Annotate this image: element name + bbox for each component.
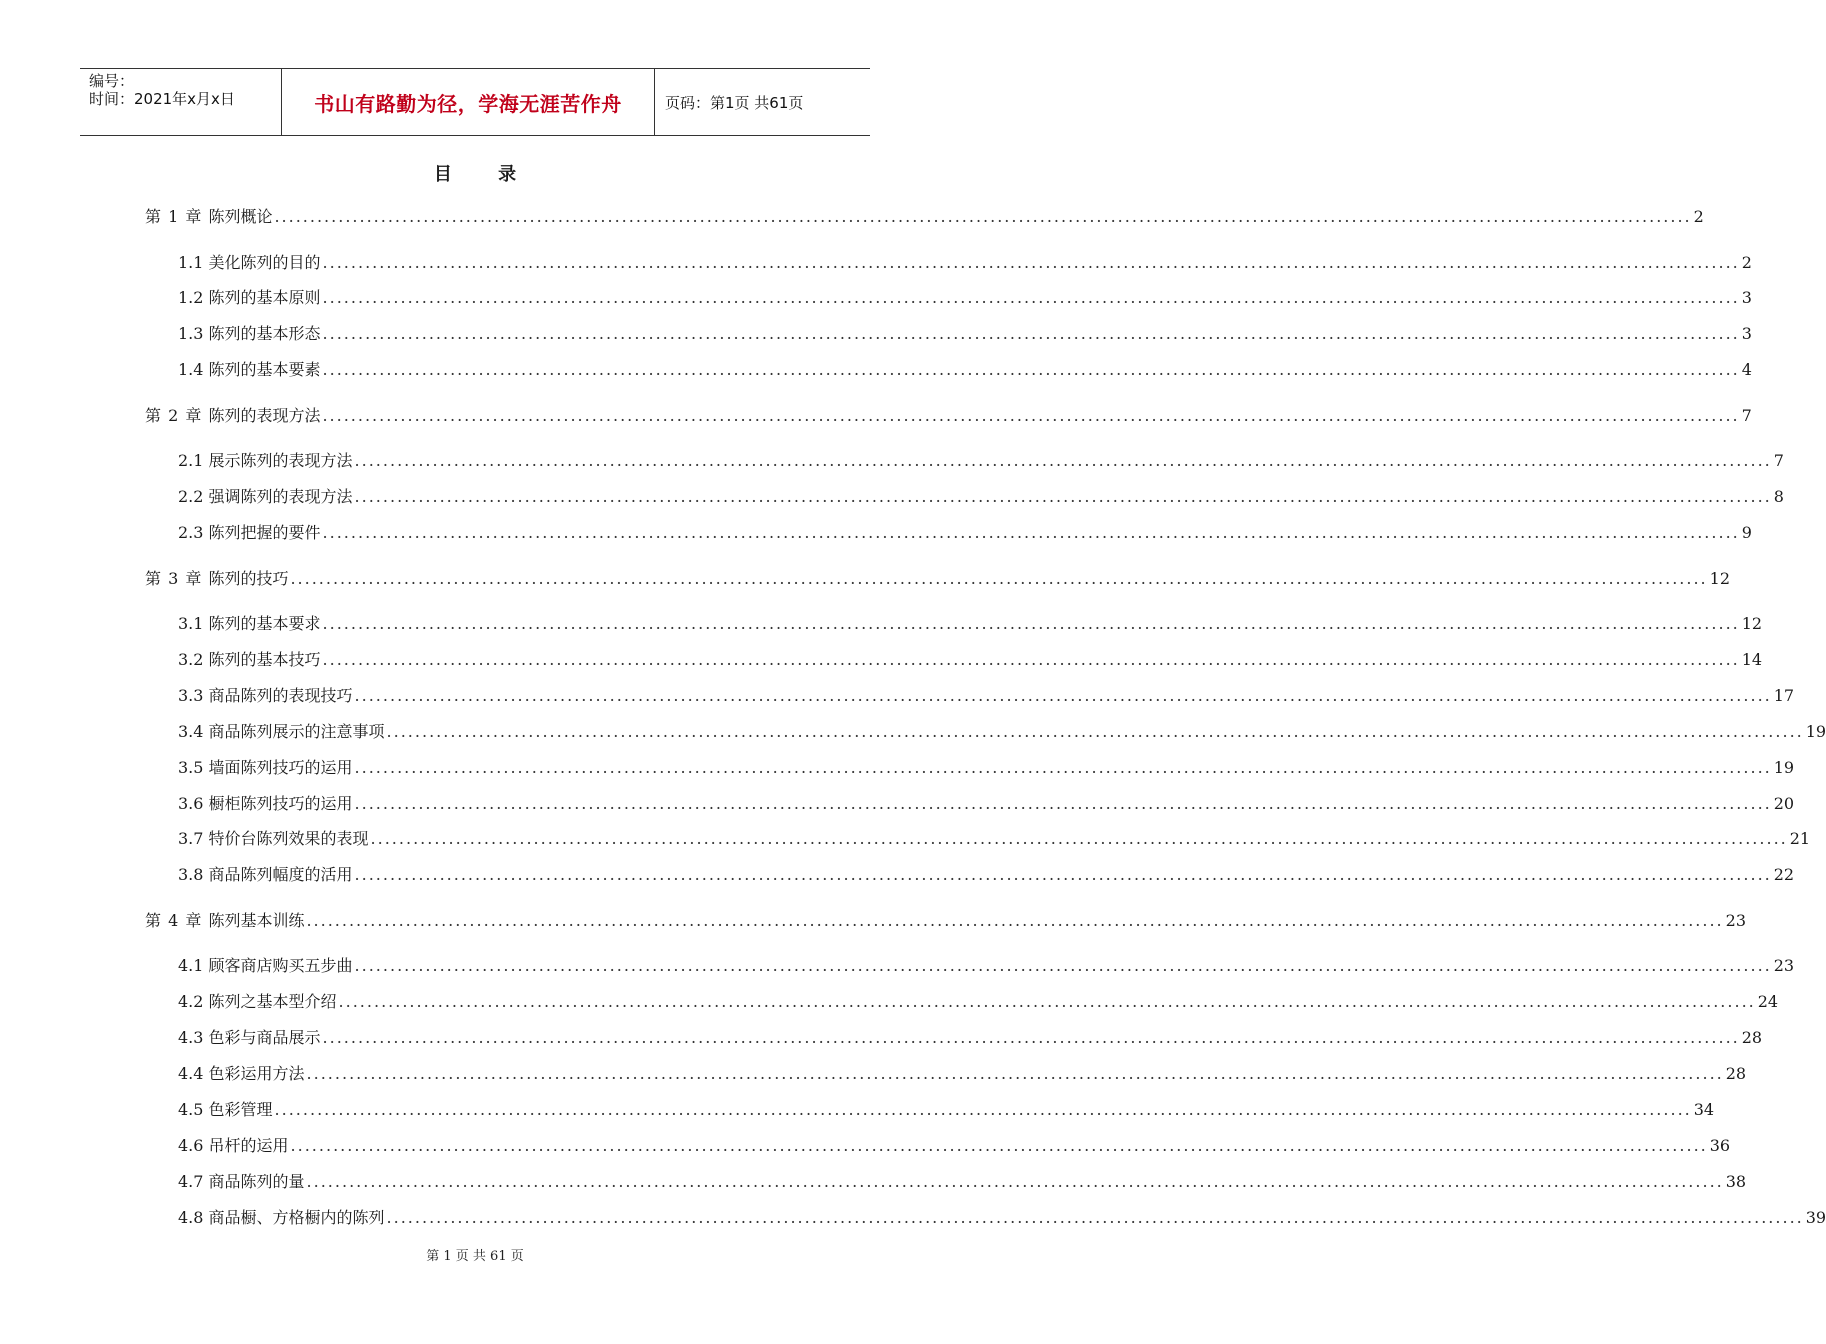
toc-entry-label: 4.3 色彩与商品展示 — [178, 1028, 321, 1048]
toc-entry-label: 4.6 吊杆的运用 — [178, 1135, 289, 1155]
toc-entry-label: 1.1 美化陈列的目的 — [178, 252, 321, 272]
toc-section-row[interactable] — [178, 522, 1752, 544]
toc-entry-label: 1.4 陈列的基本要素 — [178, 360, 321, 380]
toc-entry-label: 3.2 陈列的基本技巧 — [178, 649, 321, 669]
toc-dot-leader: ........................................................................................................................................................................................................ — [322, 288, 1740, 308]
toc-section-row[interactable] — [178, 287, 1752, 309]
toc-entry-page: 3 — [1741, 324, 1752, 344]
toc-entry-label: 3.1 陈列的基本要求 — [178, 614, 321, 633]
toc-entry-page: 23 — [1725, 910, 1746, 930]
toc-dot-leader: ........................................................................................................................................................................................................ — [274, 207, 1692, 226]
toc-section-row[interactable] — [178, 323, 1752, 345]
toc-section-row[interactable] — [178, 955, 1795, 977]
toc-entry-label: 4.4 色彩运用方法 — [178, 1064, 305, 1083]
toc-chapter-row[interactable] — [145, 910, 1746, 932]
header-meta — [80, 69, 281, 135]
toc-entry-label: 2.2 强调陈列的表现方法 — [178, 487, 353, 507]
toc-dot-leader: ........................................................................................................................................................................................................ — [354, 451, 1772, 471]
toc-dot-leader: ........................................................................................................................................................................................................ — [322, 324, 1740, 344]
toc-entry-page: 39 — [1805, 1207, 1826, 1227]
toc-entry-page: 36 — [1709, 1135, 1731, 1155]
toc-entry-label: 1.2 陈列的基本原则 — [178, 288, 321, 308]
toc-entry-label: 2.3 陈列把握的要件 — [178, 523, 321, 542]
toc-dot-leader: ........................................................................................................................................................................................................ — [322, 614, 1740, 633]
toc-entry-label: 第 4 章 陈列基本训练 — [145, 910, 305, 930]
toc-section-row[interactable] — [178, 1063, 1747, 1085]
toc-chapter-row[interactable] — [145, 206, 1704, 228]
toc-section-row[interactable] — [178, 757, 1795, 779]
toc-entry-page: 7 — [1773, 451, 1784, 471]
toc-dot-leader: ........................................................................................................................................................................................................ — [354, 956, 1772, 976]
toc-entry-label: 第 2 章 陈列的表现方法 — [145, 405, 321, 425]
toc-dot-leader: ........................................................................................................................................................................................................ — [370, 829, 1788, 849]
toc-entry-label: 4.8 商品橱、方格橱内的陈列 — [178, 1207, 385, 1227]
header-number-label: 编号： — [89, 72, 135, 90]
toc-dot-leader: ........................................................................................................................................................................................................ — [354, 793, 1772, 813]
toc-chapter-row[interactable] — [145, 568, 1730, 590]
toc-section-row[interactable] — [178, 1207, 1826, 1229]
toc-dot-leader: ........................................................................................................................................................................................................ — [354, 865, 1772, 885]
toc-entry-label: 4.1 顾客商店购买五步曲 — [178, 956, 353, 976]
toc-dot-leader: ........................................................................................................................................................................................................ — [274, 1099, 1692, 1119]
toc-entry-page: 28 — [1741, 1028, 1763, 1048]
toc-section-row[interactable] — [178, 252, 1752, 274]
toc-dot-leader: ........................................................................................................................................................................................................ — [306, 1064, 1724, 1083]
toc-section-row[interactable] — [178, 649, 1763, 671]
toc-entry-page: 20 — [1773, 793, 1795, 813]
page-footer: 第 1 页 共 61 页 — [426, 1249, 524, 1264]
toc-entry-page: 2 — [1741, 252, 1752, 272]
toc-dot-leader: ........................................................................................................................................................................................................ — [322, 405, 1740, 425]
toc-entry-page: 14 — [1741, 649, 1763, 669]
toc-section-row[interactable] — [178, 1099, 1715, 1121]
toc-entry-label: 3.7 特价台陈列效果的表现 — [178, 829, 369, 849]
toc-entry-label: 3.3 商品陈列的表现技巧 — [178, 685, 353, 705]
toc-entry-page: 8 — [1773, 487, 1784, 507]
toc-section-row[interactable] — [178, 613, 1763, 635]
toc-entry-label: 4.2 陈列之基本型介绍 — [178, 992, 337, 1012]
toc-entry-page: 17 — [1773, 685, 1795, 705]
toc-dot-leader: ........................................................................................................................................................................................................ — [322, 649, 1740, 669]
toc-entry-label: 第 1 章 陈列概论 — [145, 207, 273, 226]
toc-entry-label: 3.4 商品陈列展示的注意事项 — [178, 721, 385, 741]
toc-section-row[interactable] — [178, 1171, 1747, 1193]
toc-entry-page: 21 — [1789, 829, 1811, 849]
toc-entry-page: 3 — [1741, 288, 1752, 308]
toc-section-row[interactable] — [178, 486, 1784, 508]
toc-chapter-row[interactable] — [145, 405, 1752, 427]
toc-entry-label: 2.1 展示陈列的表现方法 — [178, 451, 353, 471]
toc-section-row[interactable] — [178, 828, 1811, 850]
toc-entry-page: 9 — [1741, 523, 1752, 542]
toc-entry-label: 1.3 陈列的基本形态 — [178, 324, 321, 344]
toc-dot-leader: ........................................................................................................................................................................................................ — [322, 252, 1740, 272]
toc-section-row[interactable] — [178, 685, 1795, 707]
toc-dot-leader: ........................................................................................................................................................................................................ — [338, 992, 1756, 1012]
toc-entry-page: 23 — [1773, 956, 1795, 976]
toc-entry-label: 3.6 橱柜陈列技巧的运用 — [178, 793, 353, 813]
toc-section-row[interactable] — [178, 450, 1784, 472]
toc-entry-page: 28 — [1725, 1064, 1747, 1083]
header-page-info: 页码：第1页 共61页 — [665, 93, 804, 112]
toc-dot-leader: ........................................................................................................................................................................................................ — [354, 487, 1772, 507]
toc-section-row[interactable] — [178, 793, 1795, 815]
toc-section-row[interactable] — [178, 721, 1826, 743]
toc-dot-leader: ........................................................................................................................................................................................................ — [306, 910, 1724, 930]
toc-entry-label: 第 3 章 陈列的技巧 — [145, 568, 289, 588]
toc-section-row[interactable] — [178, 1027, 1763, 1049]
toc-entry-page: 4 — [1741, 360, 1752, 380]
header-time-label: 时间：2021年x月x日 — [89, 90, 235, 108]
toc-entry-page: 7 — [1741, 405, 1752, 425]
toc-title: 目 录 — [433, 164, 517, 185]
toc-entry-label: 4.7 商品陈列的量 — [178, 1171, 305, 1191]
toc-dot-leader: ........................................................................................................................................................................................................ — [322, 360, 1740, 380]
toc-dot-leader: ........................................................................................................................................................................................................ — [290, 1135, 1708, 1155]
toc-entry-page: 38 — [1725, 1171, 1747, 1191]
toc-entry-label: 3.8 商品陈列幅度的活用 — [178, 865, 353, 885]
toc-section-row[interactable] — [178, 991, 1779, 1013]
toc-dot-leader: ........................................................................................................................................................................................................ — [322, 523, 1740, 542]
toc-entry-page: 34 — [1693, 1099, 1715, 1119]
toc-dot-leader: ........................................................................................................................................................................................................ — [354, 757, 1772, 777]
toc-dot-leader: ........................................................................................................................................................................................................ — [322, 1028, 1740, 1048]
toc-entry-page: 12 — [1709, 568, 1730, 588]
toc-entry-label: 3.5 墙面陈列技巧的运用 — [178, 757, 353, 777]
toc-entry-page: 22 — [1773, 865, 1795, 885]
toc-section-row[interactable] — [178, 1135, 1731, 1157]
toc-entry-page: 19 — [1805, 721, 1826, 741]
page-header — [80, 68, 870, 136]
toc-entry-page: 19 — [1773, 757, 1795, 777]
toc-entry-label: 4.5 色彩管理 — [178, 1099, 273, 1119]
toc-dot-leader: ........................................................................................................................................................................................................ — [290, 568, 1708, 588]
toc-section-row[interactable] — [178, 359, 1752, 381]
toc-entry-page: 24 — [1757, 992, 1779, 1012]
toc-dot-leader: ........................................................................................................................................................................................................ — [306, 1171, 1724, 1191]
toc-section-row[interactable] — [178, 864, 1795, 886]
header-slogan: 书山有路勤为径，学海无涯苦作舟 — [281, 69, 655, 135]
toc-entry-page: 12 — [1741, 614, 1763, 633]
toc-dot-leader: ........................................................................................................................................................................................................ — [354, 685, 1772, 705]
toc-dot-leader: ........................................................................................................................................................................................................ — [386, 721, 1804, 741]
toc-dot-leader: ........................................................................................................................................................................................................ — [386, 1207, 1804, 1227]
toc-entry-page: 2 — [1693, 207, 1704, 226]
